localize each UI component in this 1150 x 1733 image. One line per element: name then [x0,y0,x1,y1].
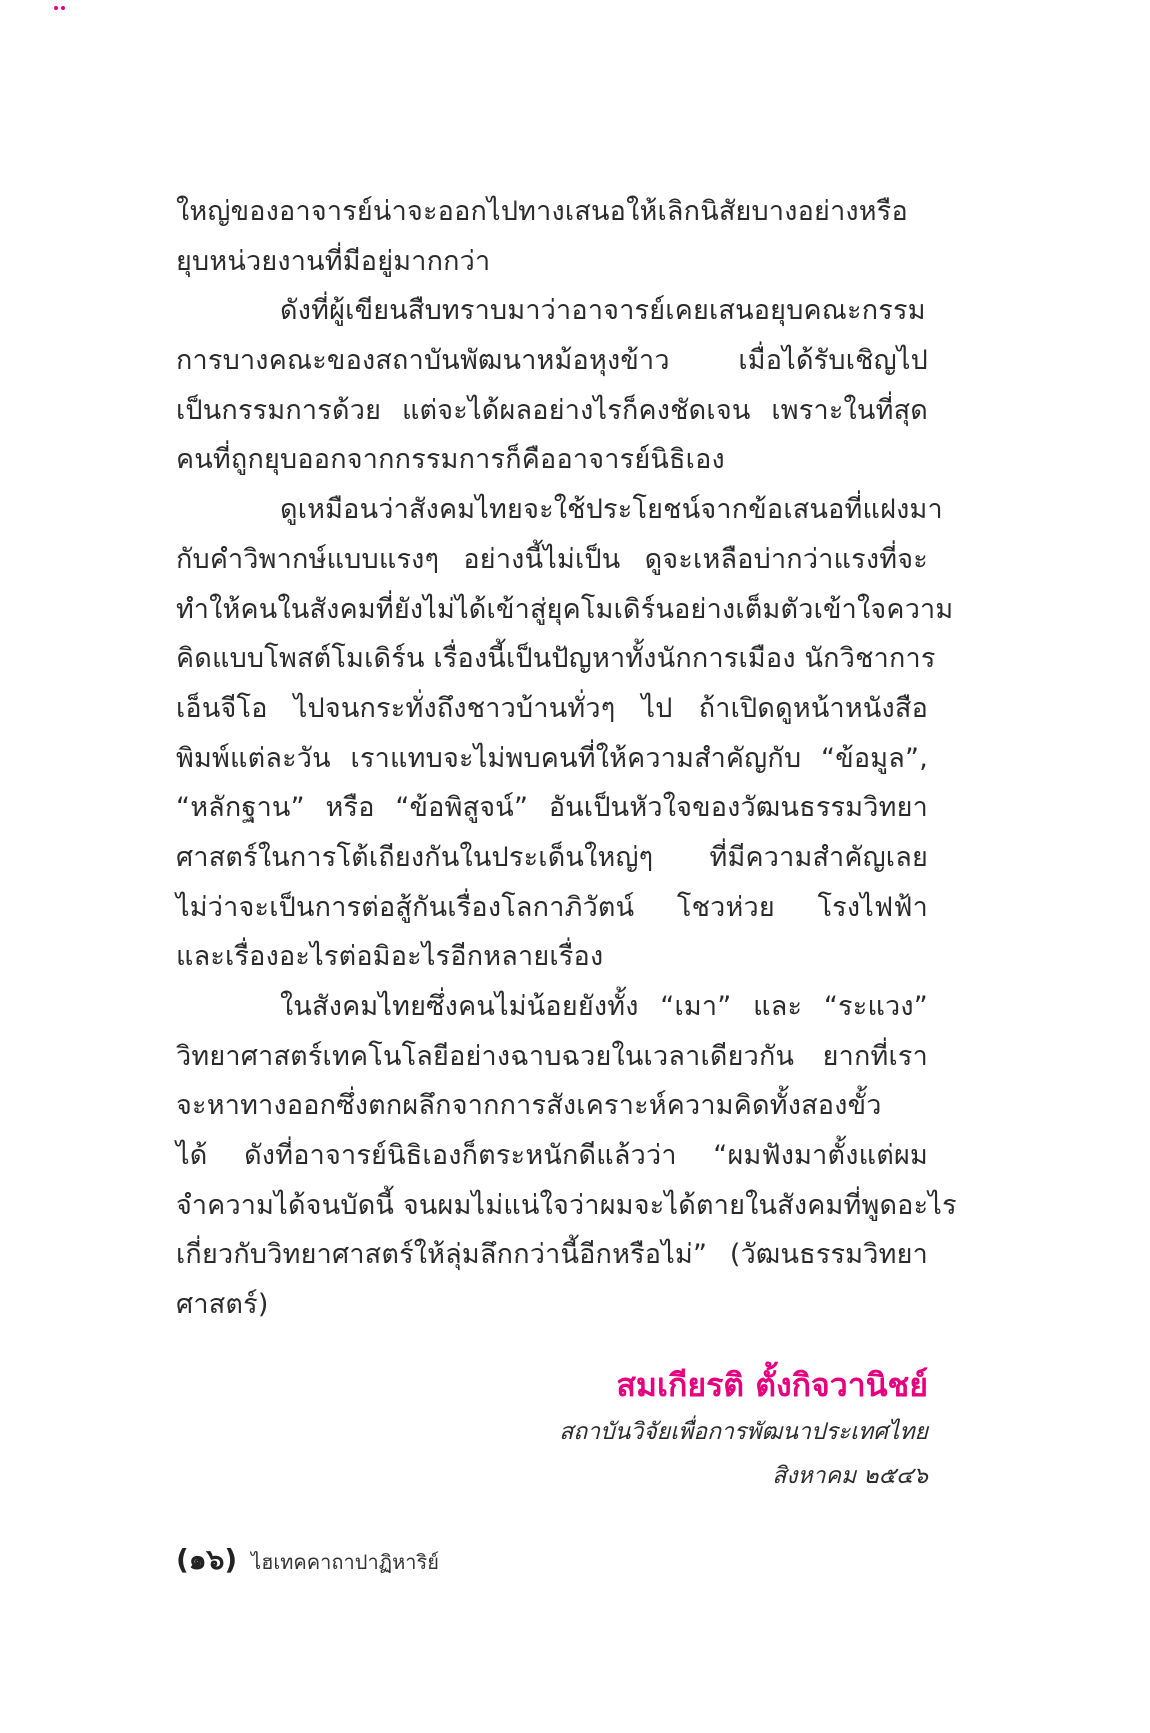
text-line: เกี่ยวกับวิทยาศาสตร์ให้ลุ่มลึกกว่านี้อีกหรือไม่” (วัฒนธรรมวิทยา [176,1239,928,1271]
text-line: คนที่ถูกยุบออกจากกรรมการก็คืออาจารย์นิธิเอง [176,444,725,476]
text-line: ศาสตร์) [176,1289,269,1321]
text-line: ไม่ว่าจะเป็นการต่อสู้กันเรื่องโลกาภิวัตน์ โชวห่วย โรงไฟฟ้า [176,891,928,923]
text-line: ได้ ดังที่อาจารย์นิธิเองก็ตระหนักดีแล้วว่า “ผมฟังมาตั้งแต่ผม [176,1140,928,1172]
text-line: พิมพ์แต่ละวัน เราแทบจะไม่พบคนที่ให้ความสำคัญกับ “ข้อมูล”, [176,742,928,774]
text-line: จำความได้จนบัดนี้ จนผมไม่แน่ใจว่าผมจะได้ตายในสังคมที่พูดอะไร [176,1189,957,1221]
text-line: ดูเหมือนว่าสังคมไทยจะใช้ประโยชน์จากข้อเสนอที่แฝงมา [280,494,943,526]
text-line: ยุบหน่วยงานที่มีอยู่มากกว่า [176,245,491,277]
page-number: (๑๖) [176,1543,238,1576]
text-line: การบางคณะของสถาบันพัฒนาหม้อหุงข้าว เมื่อได้รับเชิญไป [176,345,928,377]
text-line: ดังที่ผู้เขียนสืบทราบมาว่าอาจารย์เคยเสนอยุบคณะกรรม [280,295,926,327]
running-title: ไฮเทคคาถาปาฏิหาริย์ [251,1550,439,1574]
text-line: “หลักฐาน” หรือ “ข้อพิสูจน์” อันเป็นหัวใจของวัฒนธรรมวิทยา [176,792,928,824]
text-line: ใหญ่ของอาจารย์น่าจะออกไปทางเสนอให้เลิกนิสัยบางอย่างหรือ [176,196,908,227]
author-affiliation: สถาบันวิจัยเพื่อการพัฒนาประเทศไทย [559,1419,928,1445]
corner-dot [61,6,65,10]
text-line: เอ็นจีโอ ไปจนกระทั่งถึงชาวบ้านทั่วๆ ไป ถ้าเปิดดูหน้าหนังสือ [176,692,928,724]
corner-dot [54,6,58,10]
text-line: ศาสตร์ในการโต้เถียงกันในประเด็นใหญ่ๆ ที่มีความสำคัญเลย [176,841,928,873]
text-line: คิดแบบโพสต์โมเดิร์น เรื่องนี้เป็นปัญหาทั้งนักการเมือง นักวิชาการ [176,643,936,675]
text-line: ทำให้คนในสังคมที่ยังไม่ได้เข้าสู่ยุคโมเดิร์นอย่างเต็มตัวเข้าใจความ [176,593,954,625]
text-line: กับคำวิพากษ์แบบแรงๆ อย่างนี้ไม่เป็น ดูจะเหลือบ่ากว่าแรงที่จะ [176,543,928,575]
page-footer [176,1538,439,1582]
text-line: ในสังคมไทยซึ่งคนไม่น้อยยังทั้ง “เมา” และ “ระแวง” [280,991,928,1022]
body-text [176,187,957,1330]
corner-mark [54,4,68,12]
signature-block [559,1360,928,1498]
signature-date: สิงหาคม ๒๕๔๖ [772,1463,928,1489]
text-line: จะหาทางออกซึ่งตกผลึกจากการสังเคราะห์ความคิดทั้งสองขั้ว [176,1090,882,1122]
text-line: เป็นกรรมการด้วย แต่จะได้ผลอย่างไรก็คงชัดเจน เพราะในที่สุด [176,394,928,426]
text-line: วิทยาศาสตร์เทคโนโลยีอย่างฉาบฉวยในเวลาเดียวกัน ยากที่เรา [176,1040,928,1072]
author-name: สมเกียรติ ตั้งกิจวานิชย์ [616,1366,928,1404]
text-line: และเรื่องอะไรต่อมิอะไรอีกหลายเรื่อง [176,941,604,973]
